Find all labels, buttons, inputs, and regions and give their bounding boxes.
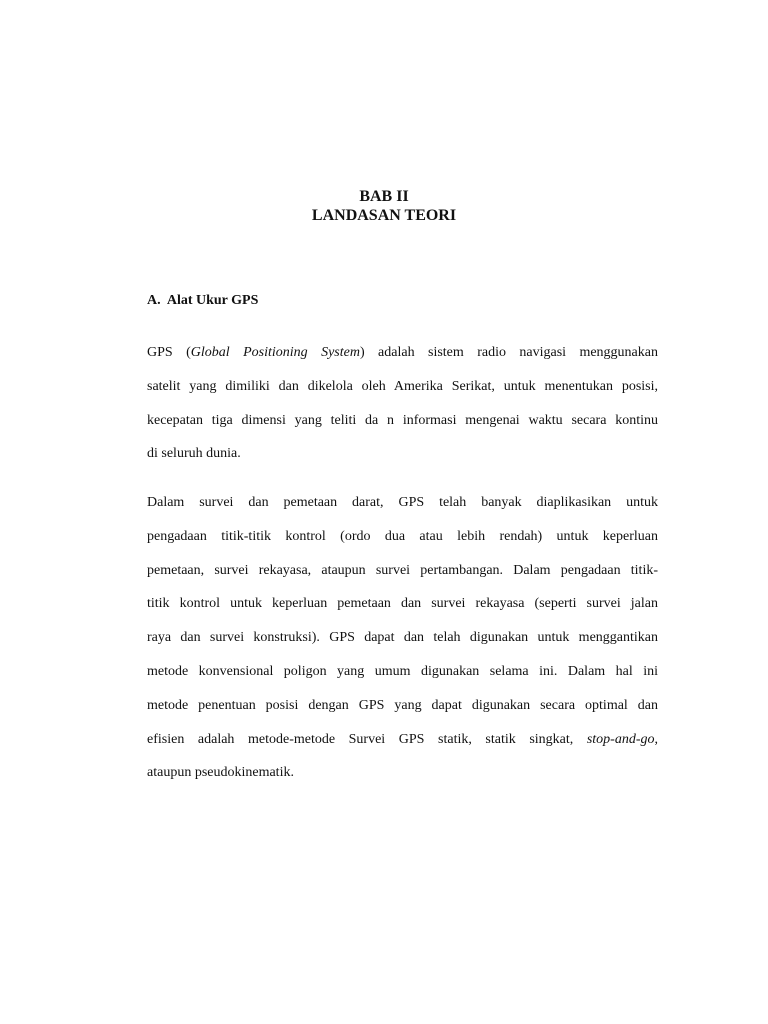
paragraph-line: pemetaan, survei rekayasa, ataupun survei pertambangan. Dalam pengadaan titik-	[147, 562, 658, 578]
paragraph-line	[147, 731, 658, 765]
chapter-number: BAB II	[359, 188, 409, 205]
paragraph-line: satelit yang dimiliki dan dikelola oleh Amerika Serikat, untuk menentukan posisi,	[147, 378, 658, 394]
paragraph-line: di seluruh dunia.	[147, 446, 241, 462]
paragraph-line: metode penentuan posisi dengan GPS yang dapat digunakan secara optimal dan	[147, 697, 658, 713]
paragraph-line: pengadaan titik-titik kontrol (ordo dua atau lebih rendah) untuk keperluan	[147, 528, 658, 544]
chapter-title: LANDASAN TEORI	[311, 207, 457, 224]
paragraph-line: ataupun pseudokinematik.	[147, 765, 294, 781]
paragraph-gps-survey	[147, 494, 658, 798]
paragraph-line: raya dan survei konstruksi). GPS dapat dan telah digunakan untuk menggantikan	[147, 630, 658, 646]
text-run: GPS (	[147, 345, 191, 360]
paragraph-line: Dalam survei dan pemetaan darat, GPS telah banyak diaplikasikan untuk	[147, 495, 658, 510]
paragraph-gps-definition	[147, 344, 658, 479]
italic-term: stop-and-go	[586, 731, 655, 747]
text-run: efisien adalah metode-metode Survei GPS statik, statik singkat,	[147, 731, 587, 747]
section-heading: A. Alat Ukur GPS	[147, 293, 259, 308]
paragraph-line	[147, 344, 658, 378]
paragraph-line: metode konvensional poligon yang umum digunakan selama ini. Dalam hal ini	[147, 663, 658, 679]
paragraph-line: titik kontrol untuk keperluan pemetaan dan survei rekayasa (seperti survei jalan	[147, 596, 658, 612]
text-run: ) adalah sistem radio navigasi menggunakan	[359, 345, 658, 360]
text-run: ,	[654, 731, 658, 747]
paragraph-line: kecepatan tiga dimensi yang teliti da n informasi mengenai waktu secara kontinu	[147, 412, 658, 428]
italic-term: Global Positioning System	[190, 345, 360, 360]
